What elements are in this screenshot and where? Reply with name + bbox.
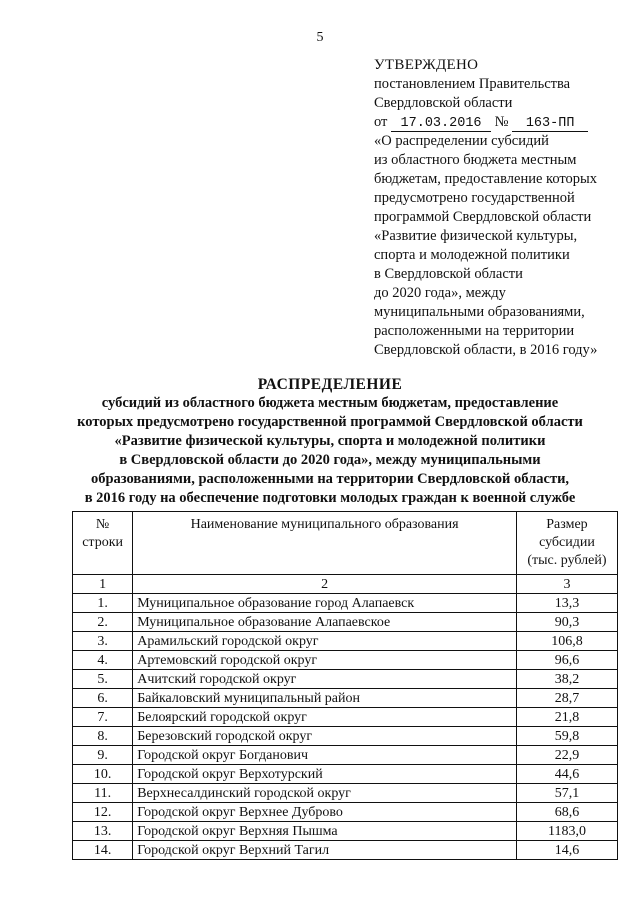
- row-number: 7.: [73, 708, 133, 727]
- row-number: 4.: [73, 651, 133, 670]
- approval-line: расположенными на территории: [374, 323, 575, 339]
- subsidy-amount: 96,6: [516, 651, 617, 670]
- table-header-row: [73, 512, 618, 575]
- municipality-name: Муниципальное образование Алапаевское: [133, 613, 517, 632]
- column-index-row: [73, 575, 618, 594]
- table-row: [73, 670, 618, 689]
- municipality-name: Байкаловский муниципальный район: [133, 689, 517, 708]
- subsidy-amount: 38,2: [516, 670, 617, 689]
- row-number: 11.: [73, 784, 133, 803]
- subsidy-table: [72, 511, 618, 860]
- heading-line: образованиями, расположенными на территории Свердловской области,: [90, 471, 570, 487]
- approval-line: спорта и молодежной политики: [374, 247, 570, 263]
- header-amount: [516, 512, 617, 575]
- row-number: 3.: [73, 632, 133, 651]
- row-number: 10.: [73, 765, 133, 784]
- row-number: 2.: [73, 613, 133, 632]
- approval-date-line: [374, 113, 636, 132]
- municipality-name: Городской округ Верхняя Пышма: [133, 822, 517, 841]
- row-number: 8.: [73, 727, 133, 746]
- approval-line: муниципальными образованиями,: [374, 304, 585, 320]
- table-row: [73, 651, 618, 670]
- approval-line: в Свердловской области: [374, 266, 523, 282]
- number-sign: №: [494, 114, 509, 130]
- date-prefix: от: [374, 114, 388, 130]
- municipality-name: Березовский городской округ: [133, 727, 517, 746]
- approval-line: бюджетам, предоставление которых: [374, 171, 598, 187]
- subsidy-amount: 44,6: [516, 765, 617, 784]
- heading-line: «Развитие физической культуры, спорта и молодежной политики: [114, 433, 546, 449]
- heading-line: субсидий из областного бюджета местным бюджетам, предоставление: [101, 395, 559, 411]
- table-row: [73, 727, 618, 746]
- subsidy-amount: 14,6: [516, 841, 617, 860]
- municipality-name: Арамильский городской округ: [133, 632, 517, 651]
- table-row: [73, 689, 618, 708]
- table-row: [73, 822, 618, 841]
- municipality-name: Городской округ Верхотурский: [133, 765, 517, 784]
- row-number: 5.: [73, 670, 133, 689]
- table-row: [73, 803, 618, 822]
- approval-line: постановлением Правительства: [374, 76, 571, 92]
- decree-date: 17.03.2016: [391, 116, 491, 132]
- subsidy-amount: 21,8: [516, 708, 617, 727]
- header-row-number: [73, 512, 133, 575]
- column-index: 1: [73, 575, 133, 594]
- approval-line: «О распределении субсидий: [374, 133, 549, 149]
- column-index: 2: [133, 575, 517, 594]
- municipality-name: Ачитский городской округ: [133, 670, 517, 689]
- subsidy-amount: 13,3: [516, 594, 617, 613]
- document-title: РАСПРЕДЕЛЕНИЕ: [257, 376, 403, 393]
- approval-line: до 2020 года», между: [374, 285, 506, 301]
- approval-line: Свердловской области, в 2016 году»: [374, 342, 598, 358]
- row-number: 6.: [73, 689, 133, 708]
- subsidy-amount: 90,3: [516, 613, 617, 632]
- table-row: [73, 594, 618, 613]
- table-row: [73, 841, 618, 860]
- municipality-name: Муниципальное образование город Алапаевск: [133, 594, 517, 613]
- approval-line: «Развитие физической культуры,: [374, 228, 578, 244]
- subsidy-amount: 1183,0: [516, 822, 617, 841]
- table-row: [73, 708, 618, 727]
- header-text: субсидии: [539, 535, 595, 550]
- subsidy-amount: 59,8: [516, 727, 617, 746]
- municipality-name: Артемовский городской округ: [133, 651, 517, 670]
- table-row: [73, 632, 618, 651]
- approval-block: [374, 56, 636, 360]
- document-heading: [30, 375, 630, 508]
- municipality-name: Верхнесалдинский городской округ: [133, 784, 517, 803]
- approval-line: Свердловской области: [374, 95, 513, 111]
- decree-number: 163-ПП: [512, 116, 588, 132]
- subsidy-amount: 68,6: [516, 803, 617, 822]
- subsidy-amount: 28,7: [516, 689, 617, 708]
- subsidy-amount: 22,9: [516, 746, 617, 765]
- heading-line: в Свердловской области до 2020 года», между муниципальными: [119, 452, 541, 468]
- row-number: 1.: [73, 594, 133, 613]
- row-number: 12.: [73, 803, 133, 822]
- table-row: [73, 784, 618, 803]
- heading-line: в 2016 году на обеспечение подготовки молодых граждан к военной службе: [84, 490, 576, 506]
- table-row: [73, 613, 618, 632]
- row-number: 9.: [73, 746, 133, 765]
- page-number: 5: [316, 30, 324, 45]
- approval-line: из областного бюджета местным: [374, 152, 577, 168]
- approval-line: программой Свердловской области: [374, 209, 592, 225]
- header-text: строки: [82, 535, 123, 550]
- approval-heading: УТВЕРЖДЕНО: [374, 57, 479, 73]
- subsidy-amount: 57,1: [516, 784, 617, 803]
- subsidy-amount: 106,8: [516, 632, 617, 651]
- municipality-name: Городской округ Богданович: [133, 746, 517, 765]
- header-text: №: [95, 517, 110, 532]
- row-number: 13.: [73, 822, 133, 841]
- municipality-name: Городской округ Верхний Тагил: [133, 841, 517, 860]
- header-municipality: Наименование муниципального образования: [133, 512, 517, 575]
- table-row: [73, 746, 618, 765]
- header-text: (тыс. рублей): [527, 553, 607, 568]
- table-row: [73, 765, 618, 784]
- municipality-name: Белоярский городской округ: [133, 708, 517, 727]
- approval-line: предусмотрено государственной: [374, 190, 575, 206]
- heading-line: которых предусмотрено государственной программой Свердловской области: [77, 414, 583, 430]
- row-number: 14.: [73, 841, 133, 860]
- header-text: Размер: [546, 517, 588, 532]
- municipality-name: Городской округ Верхнее Дуброво: [133, 803, 517, 822]
- column-index: 3: [516, 575, 617, 594]
